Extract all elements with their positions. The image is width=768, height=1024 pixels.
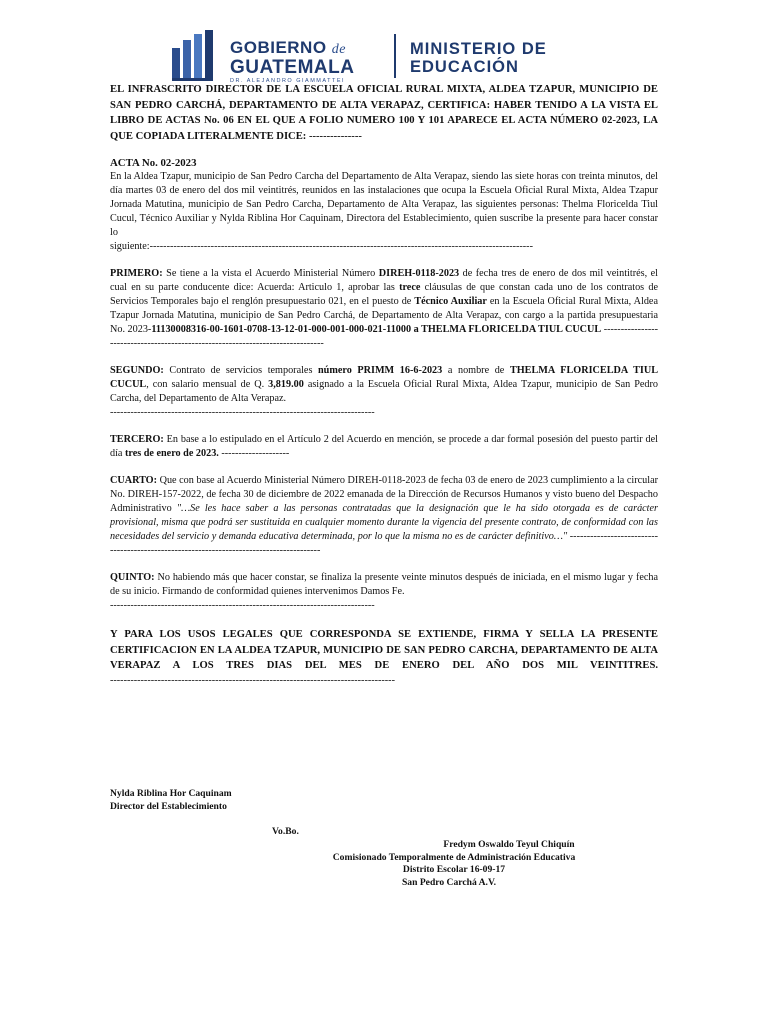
segundo-bold-3: 3,819.00 bbox=[268, 379, 304, 390]
clause-quinto bbox=[110, 571, 658, 599]
clause-segundo bbox=[110, 364, 658, 406]
cuarto-quote: "…Se les hace saber a las personas contratadas que la designación que le ha sido otorgada es de carácter provisional, misma que podrá ser sustituida en cualquier momento durante la vigencia del presente contrato, de conformidad con las necesidades del servicio y demanda educativa determinada, por lo que la misma no es de carácter definitivo…" bbox=[110, 503, 658, 542]
tercero-text-2: -------------------- bbox=[218, 448, 290, 459]
gob-line1: GOBIERNO bbox=[230, 38, 327, 57]
primero-text-2: de fecha tres de enero de dos mil veintitrés, el cual en su parte conducente dice: Acuerda: Articulo 1, aprobar las bbox=[110, 268, 658, 293]
letterhead-divider bbox=[394, 34, 396, 78]
segundo-text-3: , con salario mensual de Q. bbox=[146, 379, 269, 390]
primero-text-1: Se tiene a la vista el Acuerdo Ministerial Número bbox=[162, 268, 379, 279]
primero-text-3: cláusulas de que constan cada uno de los contratos de Servicios Temporales bajo el renglón presupuestario 021, en el puesto de bbox=[110, 282, 658, 307]
primero-bold-2: trece bbox=[399, 282, 421, 293]
primero-text-4: en la Escuela Oficial Rural Mixta, Aldea Tzapur Jornada Matutina, municipio de San Pedro Carchá, de Departamento de Alta Verapaz, con cargo a la partida presupuestaria No. 2023- bbox=[110, 296, 658, 335]
lugar: San Pedro Carchá A.V. bbox=[401, 876, 497, 888]
cuarto-label: CUARTO: bbox=[110, 475, 157, 486]
ministry-line1: MINISTERIO DE bbox=[410, 40, 547, 58]
gobierno-guatemala-wordmark bbox=[230, 39, 354, 85]
distrito-escolar: Distrito Escolar 16-09-17 bbox=[402, 864, 506, 875]
segundo-dash: ------------------------------------------------------------------------------ bbox=[110, 407, 375, 418]
primero-bold-3: Técnico Auxiliar bbox=[414, 296, 487, 307]
vobo-label: Vo.Bo. bbox=[272, 826, 299, 837]
quinto-label: QUINTO: bbox=[110, 572, 155, 583]
cuarto-text-2: ---------------------------------------------------------------------------------------- bbox=[110, 531, 658, 556]
acta-body-text: En la Aldea Tzapur, municipio de San Pedro Carcha del Departamento de Alta Verapaz, siendo las siete horas con treinta minutos, del día martes 03 de enero del dos mil veintitrés, reunidos en las instalaciones que ocupa la Escuela Oficial Rural Mixta, Aldea Tzapur Jornada Matutina, municipio de San Pedro Carcha, Departamento de Alta Verapaz, las siguientes personas: Thelma Floricelda Tiul Cucul, Técnico Auxiliar y Nylda Riblina Hor Caquinam, Directora del Establecimiento, quien suscribe la presente para hacer constar lo bbox=[110, 171, 658, 238]
segundo-text-1: Contrato de servicios temporales bbox=[163, 365, 319, 376]
gob-line3: DR. ALEJANDRO GIAMMATTEI bbox=[230, 78, 346, 84]
acta-tail: siguiente:----------------------------------------------------------------------------------------------------------------- bbox=[110, 241, 533, 252]
quinto-dash: ------------------------------------------------------------------------------ bbox=[110, 600, 375, 611]
primero-text-5: ------------------------------------------------------------------------------- bbox=[110, 324, 659, 349]
tercero-text-1: En base a lo estipulado en el Artículo 2 del Acuerdo en mención, se procede a dar formal posesión del puesto partir del día bbox=[110, 434, 658, 459]
gob-de: de bbox=[331, 42, 347, 57]
tercero-label: TERCERO: bbox=[110, 434, 164, 445]
primero-bold-1: DIREH-0118-2023 bbox=[378, 268, 460, 279]
segundo-bold-1: número PRIMM 16-6-2023 bbox=[318, 365, 443, 376]
segundo-text-4: asignado a la Escuela Oficial Rural Mixta, Aldea Tzapur, municipio de San Pedro Carcha, del Departamento de Alta Verapaz. bbox=[110, 379, 658, 404]
primero-bold-4: 11130008316-00-1601-0708-13-12-01-000-001-000-021-11000 a THELMA FLORICELDA TIUL CUCUL bbox=[151, 324, 602, 335]
acta-title: ACTA No. 02-2023 bbox=[110, 157, 197, 169]
certification-intro: EL INFRASCRITO DIRECTOR DE LA ESCUELA OFICIAL RURAL MIXTA, ALDEA TZAPUR, MUNICIPIO DE SAN PEDRO CARCHÁ, DEPARTAMENTO DE ALTA VERAPAZ, CERTIFICA: HABER TENIDO A LA VISTA EL LIBRO DE ACTAS No. 06 EN EL QUE A FOLIO NUMERO 100 Y 101 APARECE EL ACTA NÚMERO 02-2023, LA QUE COPIADA LITERALMENTE DICE: --------------- bbox=[110, 84, 658, 142]
tercero-bold-1: tres de enero de 2023. bbox=[125, 448, 219, 459]
clause-primero bbox=[110, 267, 658, 351]
segundo-text-2: a nombre de bbox=[442, 365, 510, 376]
clause-tercero bbox=[110, 433, 658, 461]
clause-cuarto bbox=[110, 474, 658, 558]
document-body bbox=[110, 82, 658, 688]
primero-label: PRIMERO: bbox=[110, 268, 163, 279]
cuarto-text-1: Que con base al Acuerdo Ministerial Número DIREH-0118-2023 de fecha 03 de enero de 2023 cumplimiento a la circular No. DIREH-157-2022, de fecha 30 de diciembre de 2022 emanada de la Dirección de Recursos Humanos y visto bueno del Despacho Administrativo bbox=[110, 475, 658, 514]
segundo-label: SEGUNDO: bbox=[110, 365, 164, 376]
gob-line2: GUATEMALA bbox=[230, 57, 355, 78]
quinto-text-1: No habiendo más que hacer constar, se finaliza la presente veinte minutos después de iniciada, en el mismo lugar y fecha de su inicio. Firmando de conformidad quienes intervenimos Damos Fe. bbox=[110, 572, 658, 597]
director-signature-block bbox=[110, 788, 232, 813]
comisionado-name: Fredym Oswaldo Teyul Chiquín bbox=[443, 839, 575, 850]
segundo-bold-2: THELMA FLORICELDA TIUL CUCUL bbox=[110, 365, 658, 390]
director-title: Director del Establecimiento bbox=[110, 800, 227, 812]
comisionado-title: Comisionado Temporalmente de Administración Educativa bbox=[332, 851, 576, 863]
ministry-line2: EDUCACIÓN bbox=[410, 58, 519, 76]
acta-body bbox=[110, 170, 658, 240]
closing-dash: ------------------------------------------------------------------------------------ bbox=[110, 674, 395, 686]
letterhead bbox=[170, 26, 610, 88]
director-name: Nylda Riblina Hor Caquinam bbox=[110, 788, 232, 799]
ministry-wordmark bbox=[410, 40, 547, 76]
closing-statement: Y PARA LOS USOS LEGALES QUE CORRESPONDA SE EXTIENDE, FIRMA Y SELLA LA PRESENTE CERTIFICACION EN LA ALDEA TZAPUR, MUNICIPIO DE SAN PEDRO CARCHA, DEPARTAMENTO DE ALTA VERAPAZ A LOS TRES DIAS DEL MES DE ENERO DEL AÑO DOS MIL VEINTITRES. bbox=[110, 629, 658, 671]
gobierno-logo-icon bbox=[170, 30, 222, 82]
comisionado-signature-block bbox=[304, 839, 604, 889]
